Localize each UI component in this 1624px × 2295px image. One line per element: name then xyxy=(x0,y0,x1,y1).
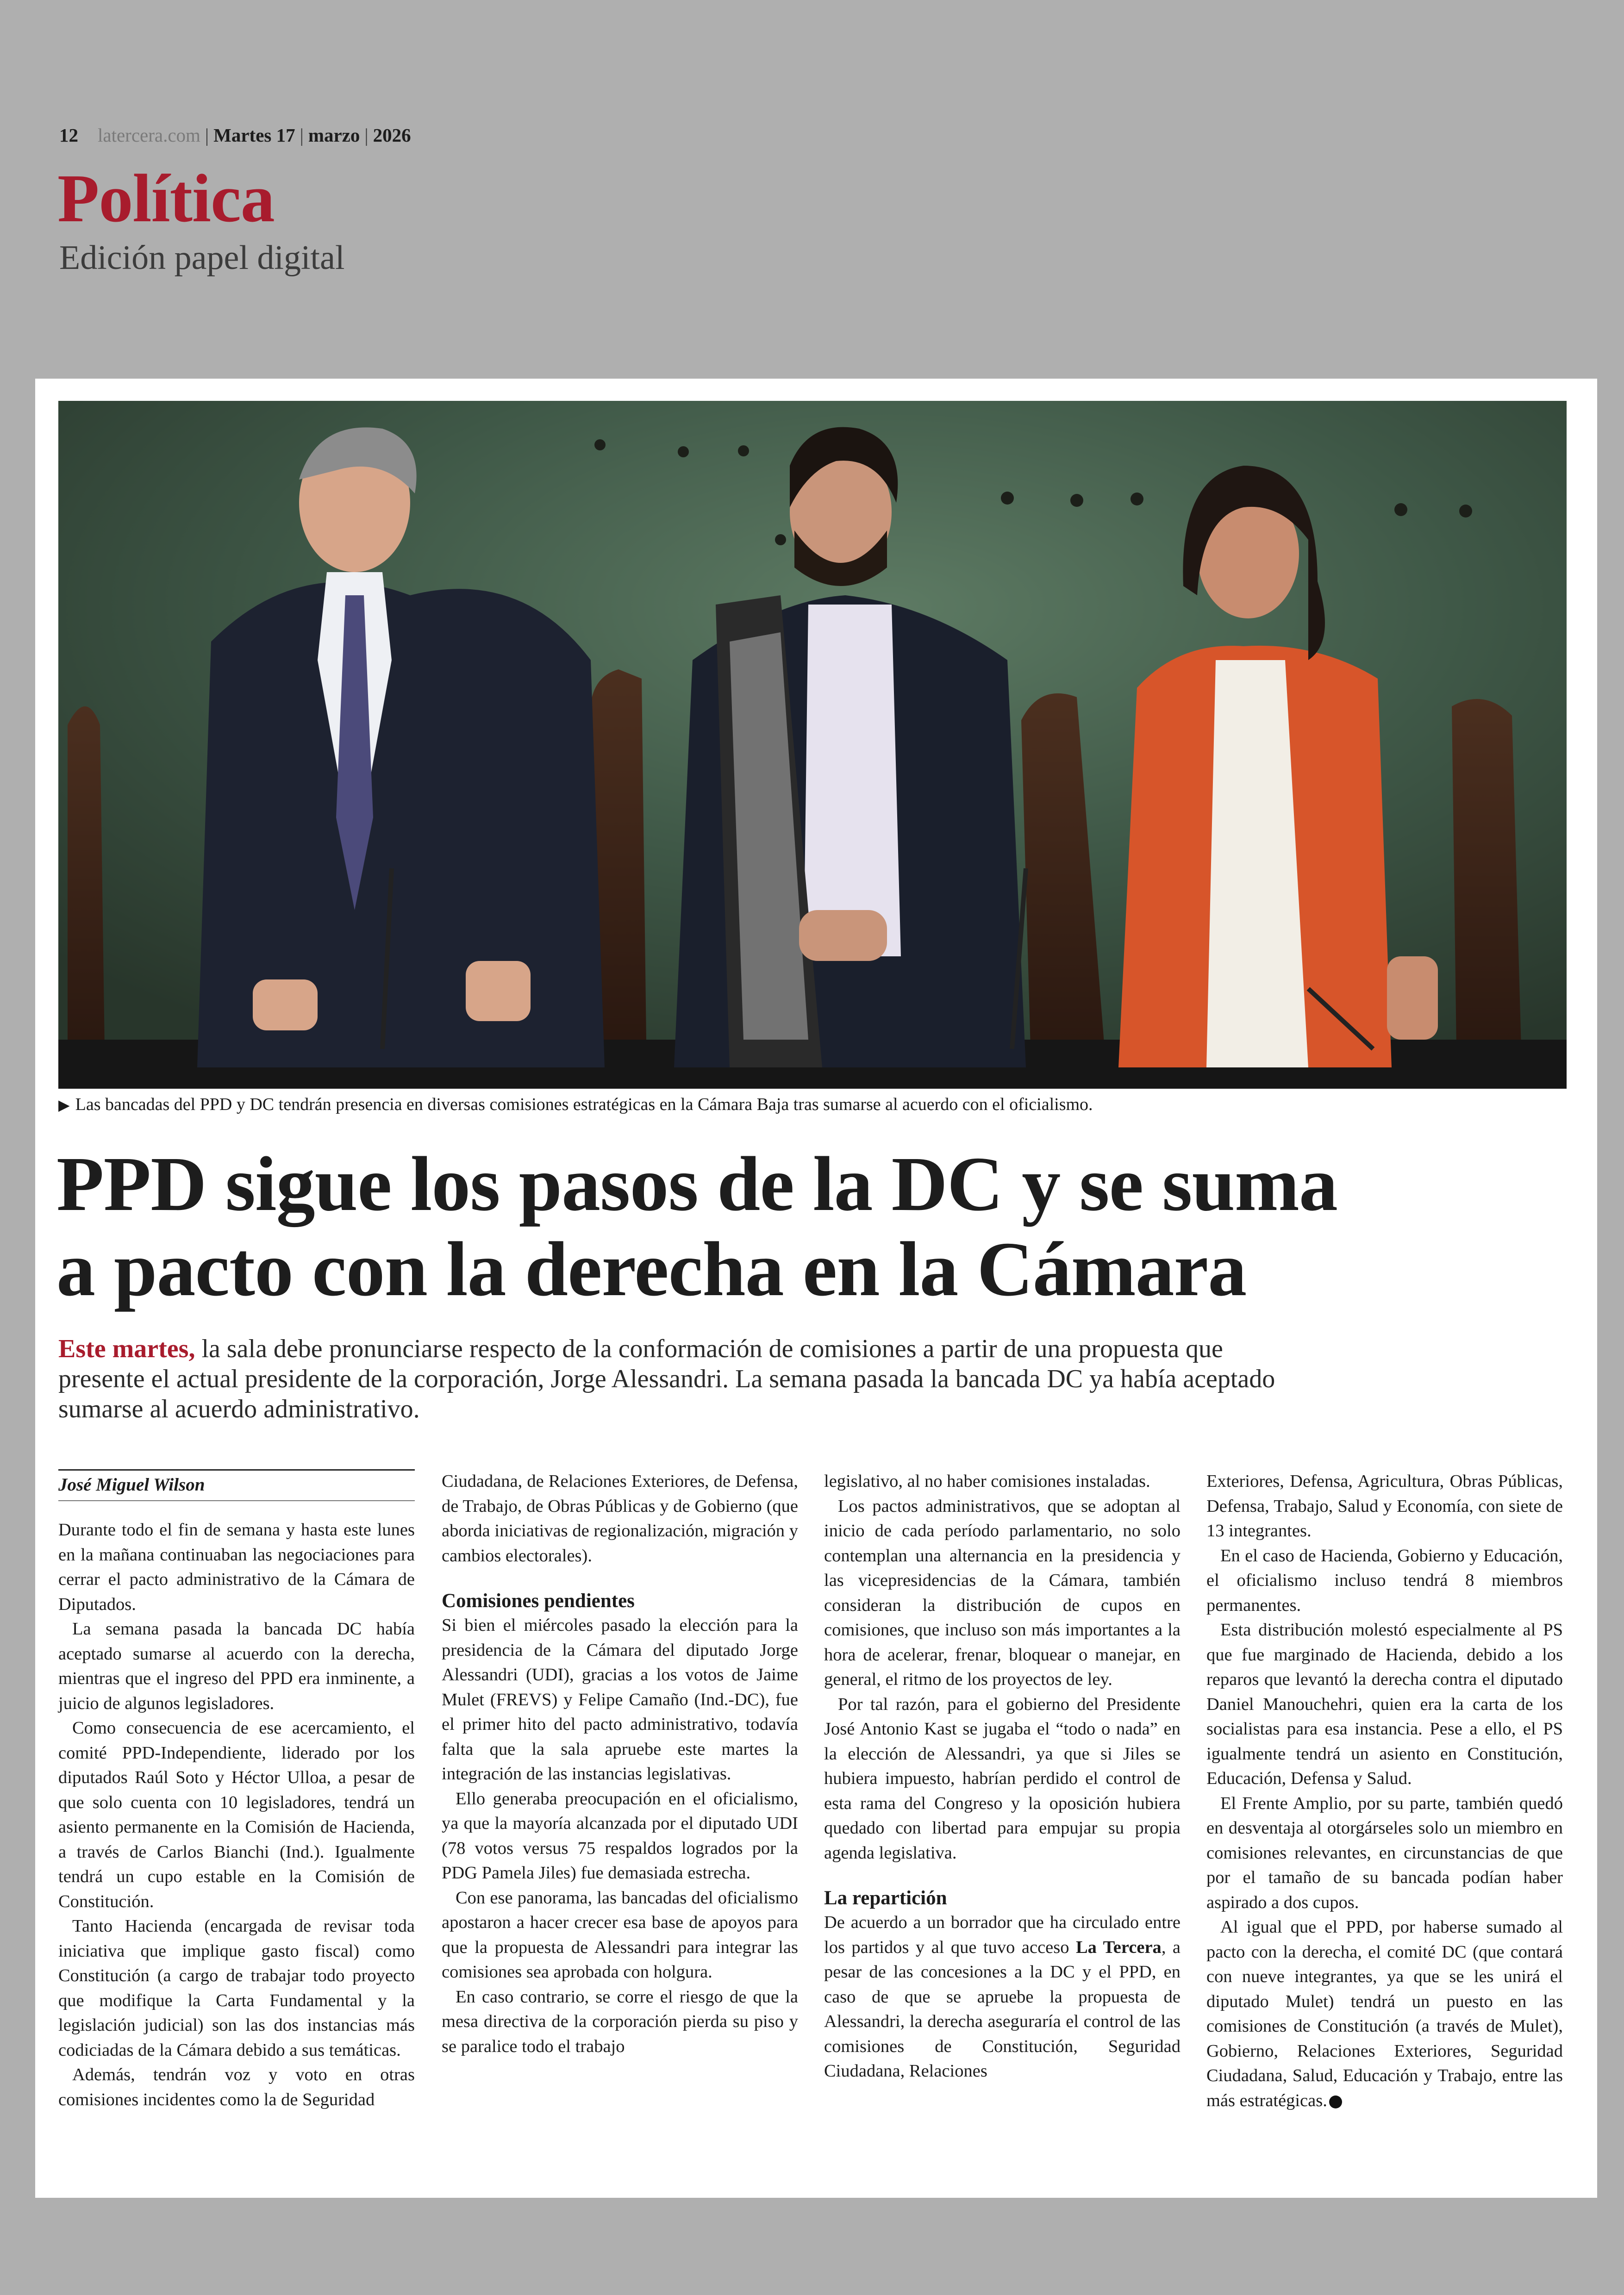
folio-month: marzo xyxy=(308,125,360,146)
photo-caption xyxy=(58,1094,1093,1115)
body-column-3 xyxy=(824,1469,1181,2084)
headline-line-2: a pacto con la derecha en la Cámara xyxy=(56,1226,1247,1312)
paragraph: Esta distribución molestó especialmente al PS que fue marginado de Hacienda, debido a los reparos que levantó la derecha contra el diputado Daniel Manouchehri, quien era la carta de los socialistas para esa instancia. Pese a ello, el PS igualmente tendrá un asiento en Constitución, Educación, Defensa y Salud. xyxy=(1206,1620,1563,1788)
paragraph-text: De acuerdo a un borrador que ha circulado entre los partidos y al que tuvo acceso xyxy=(824,1913,1181,1957)
body-column-2 xyxy=(442,1469,798,2059)
end-mark-icon xyxy=(1329,2095,1342,2108)
article-headline xyxy=(56,1141,1566,1312)
paragraph: Ello generaba preocupación en el oficialismo, ya que la mayoría alcanzada por el diputado UDI (78 votos versus 75 respaldos logrados por la PDG Pamela Jiles) fue demasiada estrecha. xyxy=(442,1789,798,1883)
byline: José Miguel Wilson xyxy=(58,1469,415,1501)
paragraph: En caso contrario, se corre el riesgo de que la mesa directiva de la corporación pierda su piso y se paralice todo el trabajo xyxy=(442,1987,798,2056)
body-column-1 xyxy=(58,1469,415,2112)
headline-line-1: PPD sigue los pasos de la DC y se suma xyxy=(56,1141,1337,1227)
paragraph: Como consecuencia de ese acercamiento, el comité PPD-Independiente, liderado por los diputados Raúl Soto y Héctor Ulloa, a pesar de que solo cuenta con 10 legisladores, tendrá un asiento permanente en la Comisión de Hacienda, a través de Carlos Bianchi (Ind.). Igualmente tendrá un cupo estable en la Comisión de Constitución. xyxy=(58,1718,415,1911)
article-lede xyxy=(58,1334,1280,1424)
article-body xyxy=(58,1469,1567,2173)
paragraph: Con ese panorama, las bancadas del oficialismo apostaron a hacer crecer esa base de apoyos para que la propuesta de Alessandri para integrar las comisiones sea aprobada con holgura. xyxy=(442,1888,798,1982)
paragraph-text: , a pesar de las concesiones a la DC y el PPD, en caso de que se apruebe la propuesta de Alessandri, la derecha aseguraría el control de las comisiones de Constitución, Seguridad Ciudadana, Relaciones xyxy=(824,1937,1181,2081)
section-title: Política xyxy=(57,161,275,237)
body-column-4 xyxy=(1206,1469,1563,2113)
paragraph: Los pactos administrativos, que se adoptan al inicio de cada período parlamentario, no solo contemplan una alternancia en la presidencia y las vicepresidencias de la Cámara, también consideran la distribución de cupos en comisiones, que incluso son más importantes a la hora de acelerar, frenar, bloquear o manejar, en general, el ritmo de los proyectos de ley. xyxy=(824,1496,1181,1689)
folio-line: 12 latercera.com | Martes 17 | marzo | 2026 xyxy=(59,125,411,146)
paragraph xyxy=(1206,1915,1563,2113)
paragraph: La semana pasada la bancada DC había aceptado sumarse al acuerdo con la derecha, mientras que el ingreso del PPD era inminente, a juicio de algunos legisladores. xyxy=(58,1619,415,1713)
paragraph xyxy=(824,1910,1181,2084)
lede-text: la sala debe pronunciarse respecto de la conformación de comisiones a partir de una propuesta que presente el actual presidente de la corporación, Jorge Alessandri. La semana pasada la bancada DC ya había aceptado sumarse al acuerdo administrativo. xyxy=(58,1335,1275,1423)
paragraph: Por tal razón, para el gobierno del Presidente José Antonio Kast se jugaba el “todo o nada” en la elección de Alessandri, ya que si Jiles se hubiera impuesto, habrían perdido el control de esta rama del Congreso y la oposición hubiera quedado con libertad para empujar su propia agenda legislativa. xyxy=(824,1694,1181,1863)
paragraph: Además, tendrán voz y voto en otras comisiones incidentes como la de Seguridad xyxy=(58,2065,415,2109)
section-subtitle: Edición papel digital xyxy=(59,239,345,277)
article-photo xyxy=(58,401,1567,1089)
folio-day: Martes 17 xyxy=(213,125,295,146)
photo-caption-text: Las bancadas del PPD y DC tendrán presencia en diversas comisiones estratégicas en la Cámara Baja tras sumarse al acuerdo con el oficialismo. xyxy=(75,1095,1093,1114)
paragraph: legislativo, al no haber comisiones instaladas. xyxy=(824,1472,1150,1491)
lede-kicker: Este martes, xyxy=(58,1335,195,1363)
caption-arrow-icon: ▶ xyxy=(58,1097,70,1113)
paragraph-text: Al igual que el PPD, por haberse sumado al pacto con la derecha, el comité DC (que contará con nueve integrantes, ya que se les unirá el diputado Mulet) tendrá un puesto en las comisiones de Constitución (a través de Mulet), Gobierno, Relaciones Exteriores, Seguridad Ciudadana, Salud, Educación y Trabajo, entre las más estratégicas. xyxy=(1206,1917,1563,2110)
paragraph: Exteriores, Defensa, Agricultura, Obras Públicas, Defensa, Trabajo, Salud y Economía, con siete de 13 integrantes. xyxy=(1206,1472,1563,1540)
site-name: latercera.com xyxy=(98,125,200,146)
paragraph: El Frente Amplio, por su parte, también quedó en desventaja al otorgárseles solo un miembro en comisiones relevantes, en circunstancias de que por el tamaño de su bancada podían haber aspirado a dos cupos. xyxy=(1206,1793,1563,1912)
article-sheet xyxy=(35,379,1597,2198)
subheading: Comisiones pendientes xyxy=(442,1590,635,1612)
paragraph: Ciudadana, de Relaciones Exteriores, de Defensa, de Trabajo, de Obras Públicas y de Gobierno (que aborda iniciativas de regionalización, migración y cambios electorales). xyxy=(442,1472,798,1565)
paragraph: En el caso de Hacienda, Gobierno y Educación, el oficialismo incluso tendrá 8 miembros permanentes. xyxy=(1206,1546,1563,1615)
paragraph: Tanto Hacienda (encargada de revisar toda iniciativa que implique gasto fiscal) como Constitución (a cargo de trabajar todo proyecto que modifique la Carta Fundamental y la legislación judicial) son las dos instancias más codiciadas de la Cámara debido a sus temáticas. xyxy=(58,1916,415,2060)
newspaper-name: La Tercera xyxy=(1075,1937,1162,1957)
folio-year: 2026 xyxy=(373,125,411,146)
paragraph: Durante todo el fin de semana y hasta este lunes en la mañana continuaban las negociaciones para cerrar el pacto administrativo de la Cámara de Diputados. xyxy=(58,1520,415,1614)
paragraph: Si bien el miércoles pasado la elección para la presidencia de la Cámara del diputado Jorge Alessandri (UDI), gracias a los votos de Jaime Mulet (FREVS) y Felipe Camaño (Ind.-DC), fue el primer hito del pacto administrativo, todavía falta que la sala apruebe este martes la integración de las instancias legislativas. xyxy=(442,1615,798,1784)
page-number: 12 xyxy=(59,125,78,146)
chamber-photo-illustration xyxy=(58,401,1567,1089)
subheading: La repartición xyxy=(824,1887,947,1909)
